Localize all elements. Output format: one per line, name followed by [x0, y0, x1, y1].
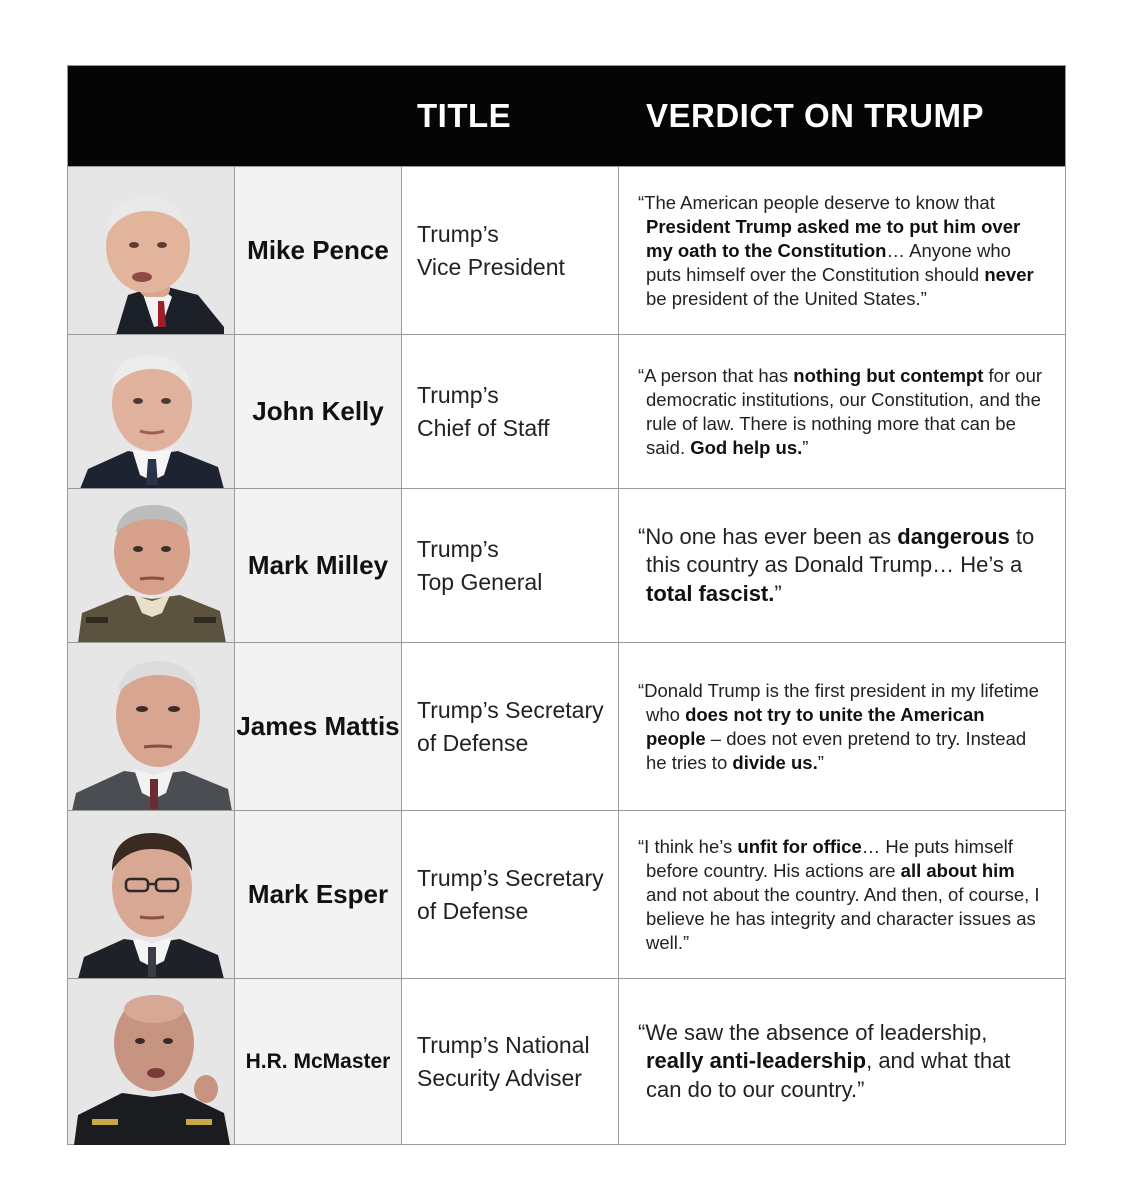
- table-row-esper: [68, 810, 1065, 978]
- verdict-quote: “A person that has nothing but contempt for our democratic institutions, our Constitution, and the rule of law. There is nothing more that can be said. God help us.”: [638, 364, 1043, 458]
- portrait-milley-image: [68, 489, 235, 643]
- header-verdict-column: VERDICT ON TRUMP: [646, 97, 984, 134]
- title-line-1: Trump’s National: [417, 1031, 590, 1058]
- table-row-kelly: [68, 334, 1065, 488]
- official-name: Mark Esper: [235, 811, 402, 978]
- verdict-quote-cell: [619, 979, 1065, 1144]
- official-name: John Kelly: [235, 335, 402, 488]
- verdict-quote-cell: [619, 811, 1065, 978]
- title-line-2: of Defense: [417, 729, 529, 756]
- table-row-mcmaster: [68, 978, 1065, 1144]
- official-title: [402, 643, 619, 810]
- portrait-pence-image: [68, 167, 235, 334]
- portrait-cell: [68, 979, 235, 1144]
- official-name: H.R. McMaster: [235, 979, 402, 1144]
- verdict-quote: “We saw the absence of leadership, really anti-leadership, and what that can do to our country.”: [638, 1019, 1011, 1102]
- header-title-column: TITLE: [417, 97, 512, 134]
- portrait-cell: [68, 811, 235, 978]
- official-title: [402, 811, 619, 978]
- title-line-2: Top General: [417, 568, 543, 595]
- title-line-1: Trump’s Secretary: [417, 696, 604, 723]
- title-line-2: Chief of Staff: [417, 414, 550, 441]
- portrait-esper-image: [68, 811, 235, 979]
- portrait-cell: [68, 335, 235, 488]
- title-line-2: Security Adviser: [417, 1064, 582, 1091]
- table-row-pence: [68, 166, 1065, 334]
- verdict-quote: “Donald Trump is the first president in my lifetime who does not try to unite the American people – does not even pretend to try. Instead he tries to divide us.”: [638, 679, 1039, 773]
- title-line-1: Trump’s Secretary: [417, 864, 604, 891]
- verdict-quote: “The American people deserve to know that President Trump asked me to put him over my oath to the Constitution… Anyone who puts himself over the Constitution should never be president of the United States.”: [638, 191, 1034, 309]
- title-line-2: of Defense: [417, 897, 529, 924]
- officials-table: [67, 65, 1066, 1145]
- verdict-quote-cell: [619, 643, 1065, 810]
- title-line-1: Trump’s: [417, 535, 499, 562]
- official-name: Mike Pence: [235, 167, 402, 334]
- title-line-1: Trump’s: [417, 220, 499, 247]
- table-header: [68, 66, 1065, 166]
- official-name: Mark Milley: [235, 489, 402, 642]
- official-name: James Mattis: [235, 643, 402, 810]
- portrait-cell: [68, 489, 235, 642]
- title-line-1: Trump’s: [417, 381, 499, 408]
- portrait-kelly-image: [68, 335, 235, 489]
- verdict-quote: “I think he’s unfit for office… He puts himself before country. His actions are all about him and not about the country. And then, of course, I believe he has integrity and character issues as well.”: [638, 835, 1040, 953]
- official-title: [402, 489, 619, 642]
- portrait-mcmaster-image: [68, 979, 235, 1145]
- verdict-quote-cell: [619, 167, 1065, 334]
- official-title: [402, 167, 619, 334]
- portrait-cell: [68, 643, 235, 810]
- verdict-quote-cell: [619, 489, 1065, 642]
- table-row-mattis: [68, 642, 1065, 810]
- verdict-quote: “No one has ever been as dangerous to this country as Donald Trump… He’s a total fascist.”: [638, 523, 1035, 606]
- title-line-2: Vice President: [417, 253, 565, 280]
- portrait-cell: [68, 167, 235, 334]
- portrait-mattis-image: [68, 643, 235, 811]
- table-row-milley: [68, 488, 1065, 642]
- official-title: [402, 335, 619, 488]
- verdict-quote-cell: [619, 335, 1065, 488]
- official-title: [402, 979, 619, 1144]
